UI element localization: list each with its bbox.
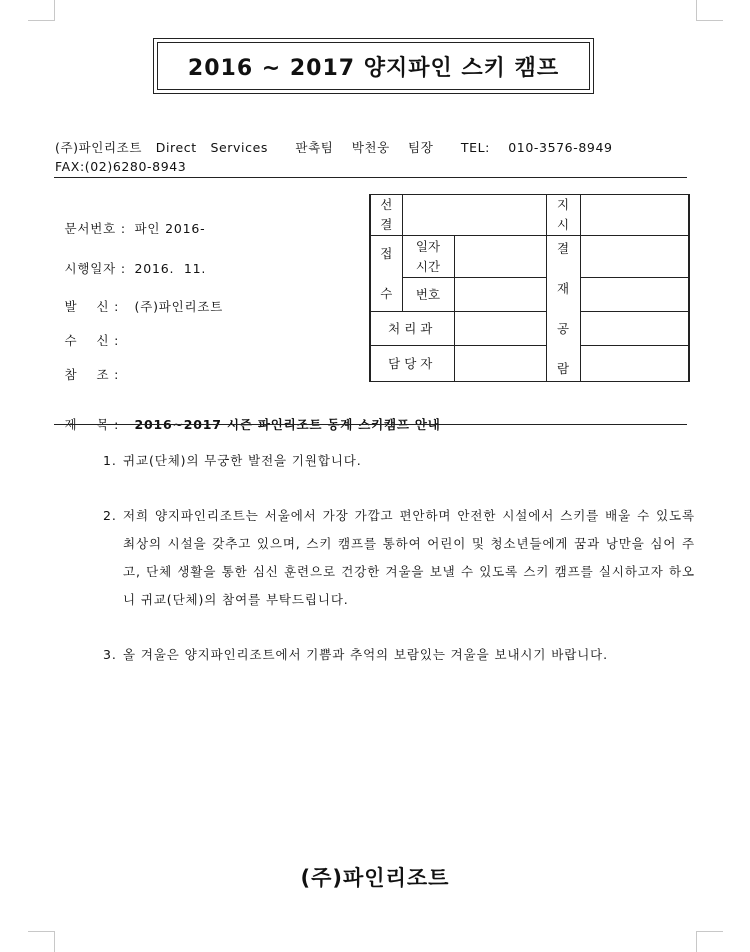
beonho-cell [454,278,546,312]
subject-text: 2016~2017 시즌 파인리조트 동계 스키캠프 안내 [134,417,441,432]
paragraph-text: 저희 양지파인리조트는 서울에서 가장 가깝고 편안하며 안전한 시설에서 스키를 배울 수 있도록 최상의 시설을 갖추고 있으며, 스키 캠프를 통하여 어린이 및 청소년들에게 꿈과 낭만을 심어 주고, 단체 생활을 통한 심신 훈련으로 건강한 겨울을 보낼 수 있도록 스키 캠프를 실시하고자 하오니 귀교(단체)의 참여를 부탁드립니다. [123,508,695,607]
subject-label: 제 목 : [64,417,120,432]
jisi-label: 지 시 [546,195,580,236]
contact-line-1: (주)파인리조트 Direct Services 판촉팀 박천웅 팀장 TEL: 010-3576-8949 [55,140,613,155]
paragraph-number: 2. [103,508,117,523]
document-title: 2016 ~ 2017 양지파인 스키 캠프 [157,42,590,90]
field-label: 발 신 : [64,299,120,314]
crop-mark-bottom-left [28,931,55,952]
title-box [153,38,594,94]
field-value: 2016. 11. [134,261,207,276]
paragraph-number: 1. [103,453,117,468]
crop-mark-top-left [28,0,55,21]
paragraph-number: 3. [103,647,117,662]
seongyeol-cell [402,195,546,236]
approval-table [369,194,690,382]
footer-company-name: (주)파인리조트 [300,866,450,890]
cheorigwa-label: 처리과 [370,312,454,346]
field-label: 시행일자 : [64,261,126,276]
field-sender [55,282,223,315]
field-reference [55,350,135,383]
gyeoljae-cell-3 [580,312,689,346]
cheorigwa-cell [454,312,546,346]
field-issue-date [55,244,206,277]
ilja-sigan-label: 일자 시간 [402,236,454,278]
gyeoljae-cell-4 [580,346,689,382]
crop-mark-bottom-right [696,931,723,952]
damdangja-label: 담당자 [370,346,454,382]
subject-line [55,400,441,433]
gyeoljae-cell-1 [580,236,689,278]
field-value: (주)파인리조트 [134,299,224,314]
crop-mark-top-right [696,0,723,21]
header-divider [54,177,687,178]
field-doc-number [55,204,205,237]
contact-line-2: FAX:(02)6280-8943 [55,159,187,174]
seongyeol-label: 선 결 [370,195,402,236]
subject-divider [54,424,687,425]
paragraph-text: 귀교(단체)의 무궁한 발전을 기원합니다. [123,453,362,468]
field-label: 문서번호 : [64,221,126,236]
field-recipient [55,316,135,349]
field-label: 수 신 : [64,333,120,348]
gyeoljae-cell-2 [580,278,689,312]
paragraph-text: 올 겨울은 양지파인리조트에서 기쁨과 추억의 보람있는 겨울을 보내시기 바랍니다. [123,647,609,662]
jisi-cell [580,195,689,236]
gyeoljae-gongram-label: 결 재 공 람 [546,236,580,382]
jeopsu-label: 접 수 [370,236,402,312]
field-value: 파인 2016- [134,221,206,236]
ilja-sigan-cell [454,236,546,278]
field-label: 참 조 : [64,367,120,382]
damdangja-cell [454,346,546,382]
beonho-label: 번호 [402,278,454,312]
